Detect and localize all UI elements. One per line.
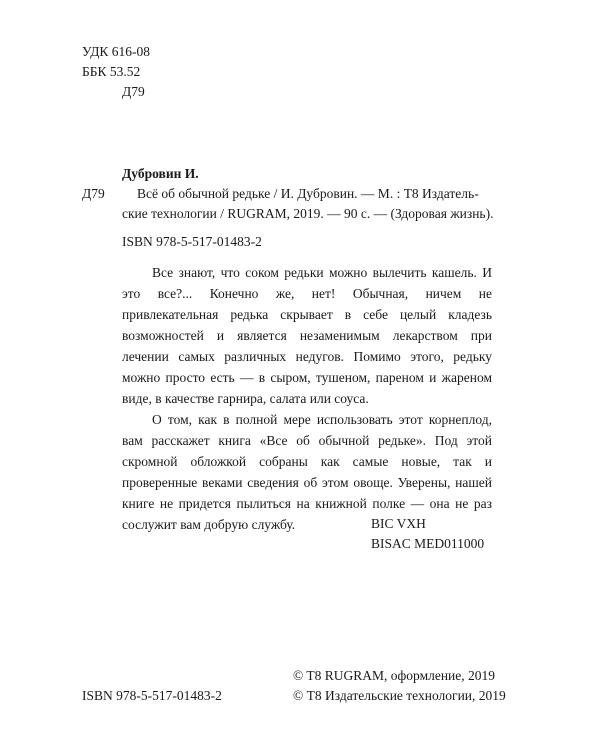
- author-name: Дубровин И.: [122, 166, 199, 181]
- annotation-paragraph-1: Все знают, что соком редьки можно вылечить кашель. И это все?... Конечно же, нет! Обычная, ничем не привлекательная редька скрывает в себе целый кладезь возможностей и является незаменимым лекарством при лечении самых различных недугов. Помимо этого, редьку можно просто есть — в сыром, тушеном, пареном и жареном виде, в качестве гарнира, салата или соуса.: [122, 265, 492, 406]
- record-mark: Д79: [82, 186, 105, 201]
- record-isbn: ISBN 978-5-517-01483-2: [122, 234, 262, 249]
- description-line-2: ские технологии / RUGRAM, 2019. — 90 с. — (Здоровая жизнь).: [122, 206, 494, 221]
- footer-isbn: ISBN 978-5-517-01483-2: [82, 688, 222, 703]
- author-mark: Д79: [122, 84, 145, 99]
- annotation: [122, 262, 492, 535]
- annotation-paragraph-2: О том, как в полной мере использовать этот корнеплод, вам расскажет книга «Все об обычной редьке». Под этой скромной обложкой собраны как самые новые, так и проверенные веками сведения об этом овоще. Уверены, нашей книге не придется пылиться на книжной полке — она не раз сослужит вам добрую службу.: [122, 412, 492, 532]
- copyright-design: © T8 RUGRAM, оформление, 2019: [293, 668, 496, 683]
- bbk-code: ББК 53.52: [82, 64, 141, 79]
- description-line-1: Всё об обычной редьке / И. Дубровин. — М. : Т8 Издатель-: [137, 186, 479, 201]
- copyright-publisher: © Т8 Издательские технологии, 2019: [293, 688, 506, 703]
- bisac-code: BISAC MED011000: [371, 536, 485, 551]
- bic-code: BIC VXH: [371, 516, 426, 531]
- udk-code: УДК 616-08: [82, 44, 151, 59]
